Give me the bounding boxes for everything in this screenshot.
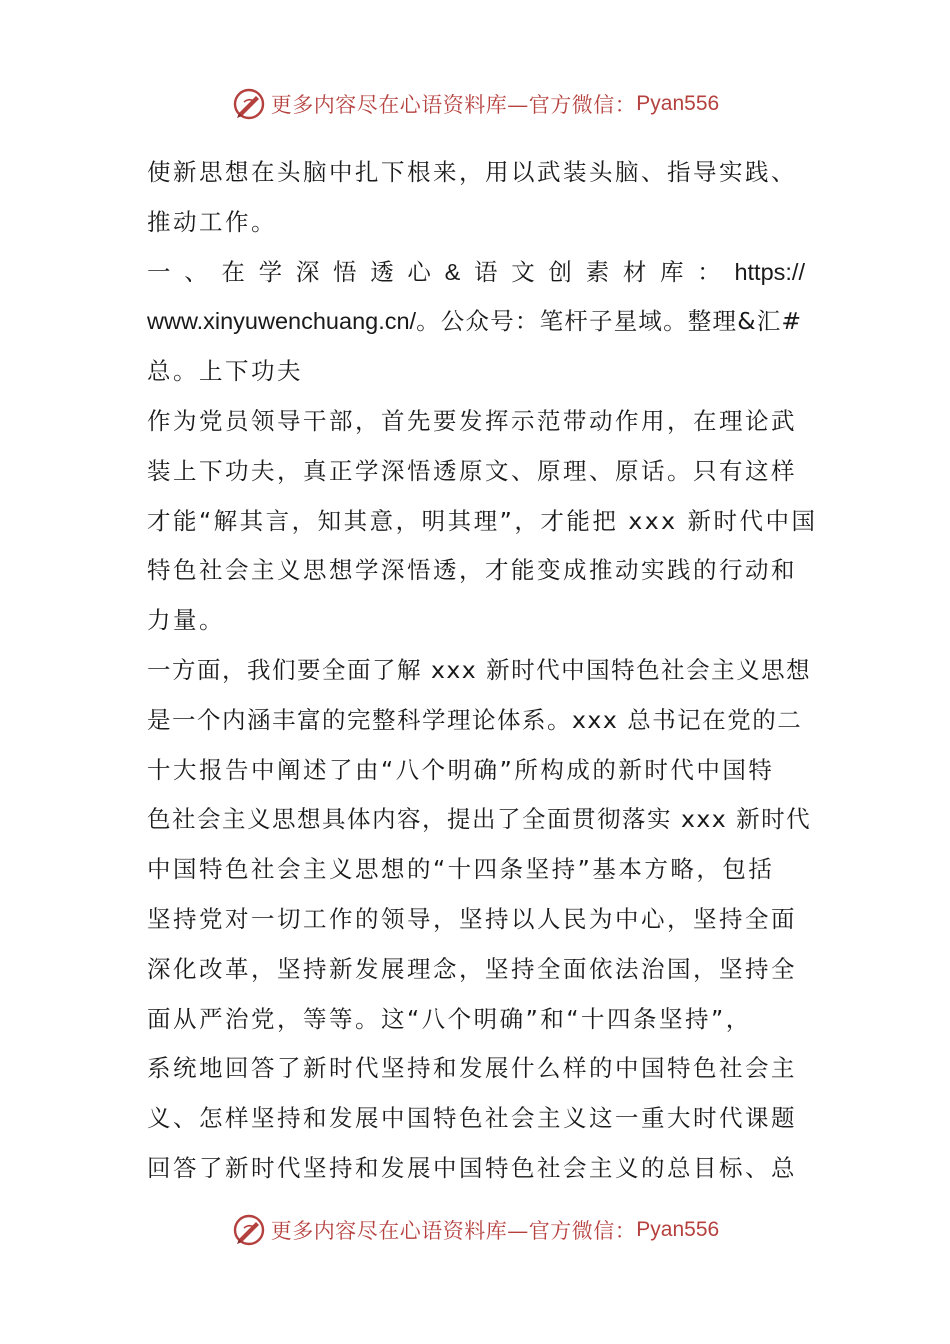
heading-token: https://	[734, 258, 805, 285]
text-line: 特色社会主义思想学深悟透，才能变成推动实践的行动和	[147, 556, 797, 585]
heading-token: 心	[407, 257, 431, 286]
text-line: 作为党员领导干部，首先要发挥示范带动作用，在理论武	[147, 406, 797, 435]
text-line: 力量。	[147, 606, 225, 635]
text-line: 才能“解其言，知其意，明其理”，才能把 xxx 新时代中国	[147, 506, 818, 535]
watermark-wechat-id: Pyan556	[636, 1218, 720, 1241]
heading-token: 语	[474, 257, 498, 286]
text-line: 面从严治党，等等。这“八个明确”和“十四条坚持”，	[147, 1004, 752, 1033]
text-line: 回答了新时代坚持和发展中国特色社会主义的总目标、总	[147, 1153, 797, 1182]
document-body	[147, 148, 818, 1194]
text-line: 是一个内涵丰富的完整科学理论体系。xxx 总书记在党的二	[147, 705, 803, 734]
heading-token: 在	[221, 257, 245, 286]
heading-token: 一	[147, 257, 171, 286]
text-line	[147, 297, 805, 347]
text-line: 深化改革，坚持新发展理念，坚持全面依法治国，坚持全	[147, 954, 797, 983]
text-line-rest: 。公众号：笔杆子星域。整理&汇#	[416, 307, 803, 336]
pen-seal-icon	[231, 1212, 267, 1248]
heading-token: 透	[370, 257, 394, 286]
pen-seal-icon	[231, 86, 267, 122]
url-text: www.xinyuwenchuang.cn/	[147, 308, 417, 335]
footer-watermark-banner	[0, 1210, 950, 1250]
text-line: 装上下功夫，真正学深悟透原文、原理、原话。只有这样	[147, 456, 797, 485]
watermark-text: 更多内容尽在心语资料库—官方微信：	[270, 93, 637, 117]
text-line: 推动工作。	[147, 207, 277, 236]
heading-token: ：	[697, 257, 721, 286]
watermark-wechat-id: Pyan556	[636, 92, 720, 115]
text-line: 坚持党对一切工作的领导，坚持以人民为中心，坚持全面	[147, 904, 797, 933]
heading-token: &	[444, 258, 461, 285]
heading-token: 文	[511, 257, 535, 286]
text-line: 一方面，我们要全面了解 xxx 新时代中国特色社会主义思想	[147, 655, 812, 684]
header-watermark-banner	[0, 84, 950, 124]
heading-token: 创	[548, 257, 572, 286]
heading-token: 材	[622, 257, 647, 286]
heading-token: 、	[184, 257, 208, 286]
section-heading-line	[147, 248, 805, 298]
text-line: 总。上下功夫	[147, 357, 303, 386]
text-line: 系统地回答了新时代坚持和发展什么样的中国特色社会主	[147, 1054, 797, 1083]
text-line: 使新思想在头脑中扎下根来，用以武装头脑、指导实践、	[147, 158, 797, 186]
watermark-text: 更多内容尽在心语资料库—官方微信：	[270, 1219, 637, 1243]
text-line: 色社会主义思想具体内容，提出了全面贯彻落实 xxx 新时代	[147, 805, 812, 834]
heading-token: 深	[295, 257, 320, 286]
text-line: 义、怎样坚持和发展中国特色社会主义这一重大时代课题	[147, 1104, 797, 1133]
text-line: 中国特色社会主义思想的“十四条坚持”基本方略，包括	[147, 855, 775, 884]
heading-token: 库	[660, 257, 684, 286]
heading-token: 素	[585, 257, 610, 286]
heading-token: 学	[258, 257, 283, 286]
text-line: 十大报告中阐述了由“八个明确”所构成的新时代中国特	[147, 755, 775, 784]
heading-token: 悟	[333, 257, 357, 286]
